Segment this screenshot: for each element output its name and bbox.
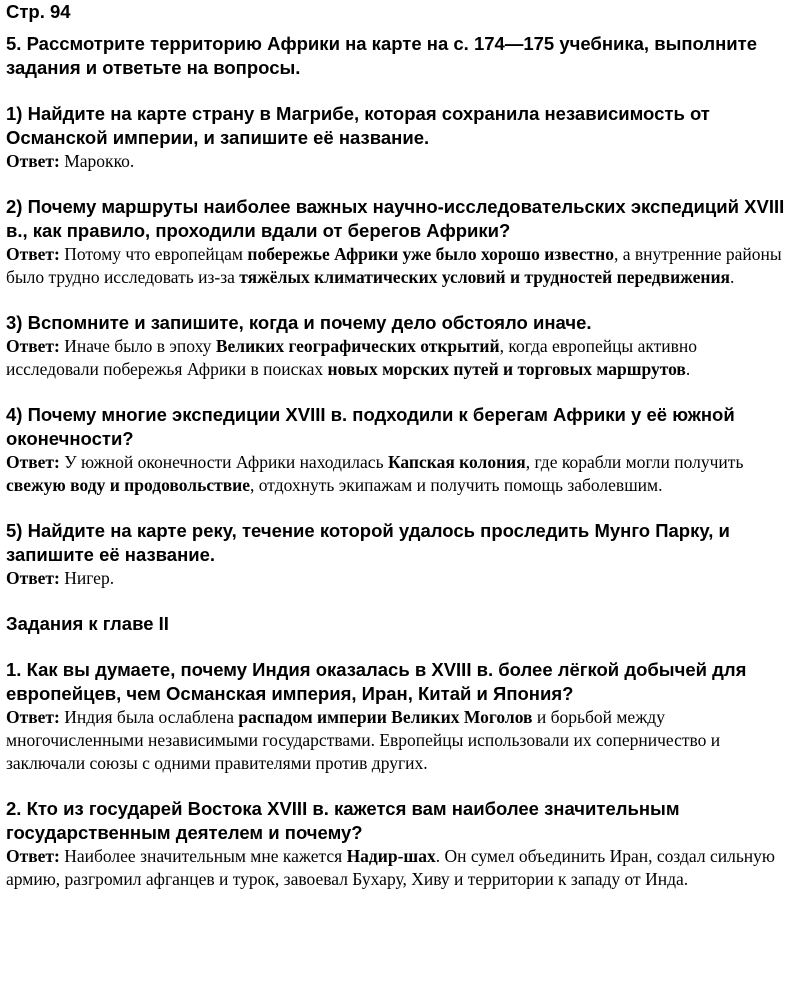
answer-segment: Индия была ослаблена [59, 707, 239, 727]
answer-segment: и борьбой между многочисленными независимыми государствами. Европейцы использовали их соперничество и заключали союзы с одними правителями против других. [6, 707, 721, 773]
answer-text [6, 335, 794, 381]
answer-segment: Иначе было в эпоху [59, 336, 216, 356]
answer-label: Ответ: [6, 568, 60, 588]
answer-highlight: Надир-шах [346, 846, 436, 866]
chapter-header: Задания к главе II [6, 613, 169, 634]
questions-list [6, 80, 794, 590]
answer-highlight: новых морских путей и торговых маршрутов [327, 359, 686, 379]
question-text: 1. Как вы думаете, почему Индия оказалась в XVIII в. более лёгкой добычей для европейцев, чем Османская империя, Иран, Китай и Япония? [6, 659, 747, 704]
answer-highlight: свежую воду и продовольствие [6, 475, 251, 495]
answer-text [6, 150, 794, 173]
answer-highlight: распадом империи Великих Моголов [238, 707, 533, 727]
question-text: 4) Почему многие экспедиции XVIII в. подходили к берегам Африки у её южной оконечности? [6, 404, 735, 449]
answer-text [6, 243, 794, 289]
question-text: 3) Вспомните и запишите, когда и почему дело обстояло иначе. [6, 312, 592, 333]
answer-segment: . Он сумел объединить Иран, создал сильную армию, разгромил афганцев и турок, завоевал Бухару, Хиву и территории к западу от Инда. [6, 846, 775, 889]
task-header: 5. Рассмотрите территорию Африки на карте на с. 174—175 учебника, выполните задания и ответьте на вопросы. [6, 33, 758, 78]
question-text: 5) Найдите на карте реку, течение которой удалось проследить Мунго Парку, и запишите её название. [6, 520, 730, 565]
answer-label: Ответ: [6, 244, 60, 264]
answer-highlight: побережье Африки уже было хорошо известно [247, 244, 614, 264]
answer-segment: , где корабли могли получить [525, 452, 744, 472]
answer-text [6, 845, 794, 891]
question-text: 2. Кто из государей Востока XVIII в. кажется вам наиболее значительным государственным деятелем и почему? [6, 798, 680, 843]
answer-highlight: Капская колония [387, 452, 526, 472]
answer-segment: Нигер. [59, 568, 115, 588]
answer-label: Ответ: [6, 846, 60, 866]
answer-segment: . [730, 267, 735, 287]
chapter-questions-list [6, 636, 794, 891]
answer-label: Ответ: [6, 151, 60, 171]
question-text: 2) Почему маршруты наиболее важных научно-исследовательских экспедиций XVIII в., как правило, проходили вдали от берегов Африки? [6, 196, 785, 241]
answer-segment: Марокко. [59, 151, 135, 171]
question-text: 1) Найдите на карте страну в Магрибе, которая сохранила независимость от Османской империи, и запишите её название. [6, 103, 710, 148]
document-page [6, 0, 794, 891]
answer-highlight: Великих географических открытий [215, 336, 500, 356]
answer-label: Ответ: [6, 336, 60, 356]
answer-segment: , когда европейцы активно исследовали побережья Африки в поисках [6, 336, 697, 379]
answer-text [6, 451, 794, 497]
answer-text [6, 567, 794, 590]
answer-segment: . [685, 359, 691, 379]
answer-segment: Потому что европейцам [59, 244, 248, 264]
answer-label: Ответ: [6, 452, 60, 472]
answer-label: Ответ: [6, 707, 60, 727]
page-number: Стр. 94 [6, 1, 71, 22]
answer-segment: У южной оконечности Африки находилась [59, 452, 388, 472]
answer-segment: , а внутренние районы было трудно исследовать из-за [6, 244, 782, 287]
answer-segment: , отдохнуть экипажам и получить помощь заболевшим. [250, 475, 663, 495]
answer-segment: Наиболее значительным мне кажется [59, 846, 347, 866]
answer-text [6, 706, 794, 775]
answer-highlight: тяжёлых климатических условий и трудностей передвижения [239, 267, 731, 287]
